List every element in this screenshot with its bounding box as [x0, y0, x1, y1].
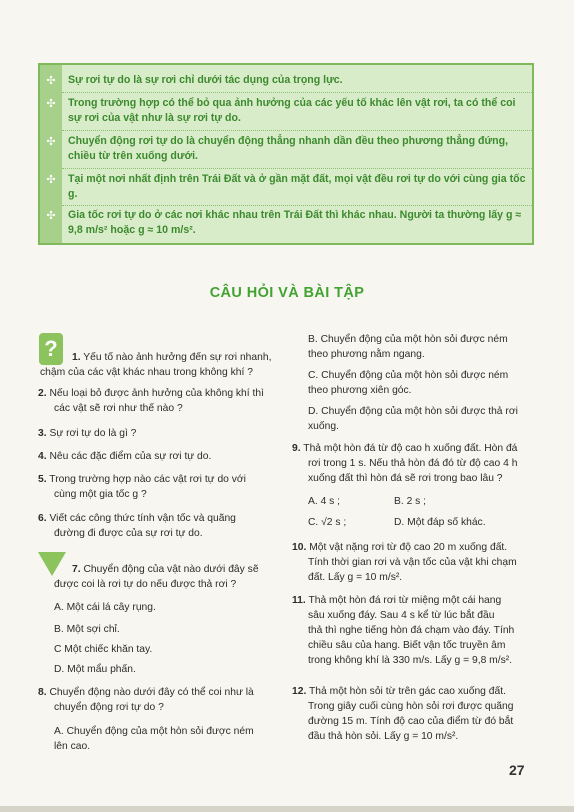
question-7: 7. Chuyển động của vật nào dưới đây sẽ: [72, 564, 259, 575]
question-9: 9. Thả một hòn đá từ độ cao h xuống đất. Hòn đá: [292, 443, 518, 454]
q8-option-a: A. Chuyển động của một hòn sỏi được ném: [54, 726, 254, 737]
page-bottom-edge: [0, 806, 574, 812]
question-5: 5. Trong trường hợp nào các vật rơi tự do với: [38, 474, 246, 485]
divider: [62, 168, 532, 169]
question-11-cont: thả thì nghe tiếng hòn đá chạm vào đáy. Tính: [308, 625, 515, 636]
q9-option-a: A. 4 s ;: [308, 496, 341, 507]
question-11: 11. Thả một hòn đá rơi từ miệng một cái hang: [292, 595, 502, 606]
q8-option-c: C. Chuyển động của một hòn sỏi được ném: [308, 370, 509, 381]
q9-option-b: B. 2 s ;: [394, 496, 427, 507]
question-11-cont: chiều sâu của hang. Biết vận tốc truyền âm: [308, 640, 506, 651]
q7-option-d: D. Một mẩu phấn.: [54, 664, 136, 675]
question-1: 1. Yếu tố nào ảnh hưởng đến sự rơi nhanh,: [72, 352, 272, 363]
triangle-marker-icon: [38, 552, 66, 576]
question-12-cont: đường 15 m. Tính độ cao của điểm từ đó bắt: [308, 716, 514, 727]
page-number: 27: [509, 762, 525, 778]
question-4: 4. Nêu các đặc điểm của sự rơi tự do.: [38, 451, 212, 462]
question-5-cont: cùng một gia tốc g ?: [54, 489, 147, 500]
flower-bullet-icon: ✣: [46, 210, 56, 222]
q7-option-c: C Một chiếc khăn tay.: [54, 644, 153, 655]
q8-option-d-cont: xuống.: [308, 421, 339, 432]
question-10-cont: đất. Lấy g = 10 m/s².: [308, 572, 403, 583]
divider: [62, 205, 532, 206]
summary-box: ✣ Sự rơi tự do là sự rơi chỉ dưới tác dụng của trọng lực. ✣ Trong trường hợp có thể bỏ qua ảnh hưởng của các yếu tố khác lên vật rơi, ta có thể coi sự rơi của vật như là sự rơi tự do. ✣ Chuyển động rơi tự do là chuyển động thẳng nhanh dần đều theo phương thẳng đứng, chiều từ trên xuống dưới. ✣ Tại một nơi nhất định trên Trái Đất và ở gần mặt đất, mọi vật đều rơi tự do với cùng gia tốc g. ✣ Gia tốc rơi tự do ở các nơi khác nhau trên Trái Đất thì khác nhau. Người ta thường lấy g ≈ 9,8 m/s² hoặc g ≈ 10 m/s².: [38, 63, 534, 245]
question-12-cont: đầu thả hòn sỏi. Lấy g = 10 m/s².: [308, 731, 459, 742]
section-heading: CÂU HỎI VÀ BÀI TẬP: [209, 285, 365, 301]
question-1-cont: chậm của các vật khác nhau trong không khí ?: [40, 367, 253, 378]
divider: [62, 92, 532, 93]
question-11-cont: sâu xuống đáy. Sau 4 s kể từ lúc bắt đầu: [308, 610, 495, 621]
question-9-cont: rơi trong 1 s. Nếu thả hòn đá đó từ độ cao 4 h: [308, 458, 518, 469]
flower-bullet-icon: ✣: [46, 98, 56, 110]
q9-option-d: D. Một đáp số khác.: [394, 517, 486, 528]
question-9-cont: xuống đất thì hòn đá sẽ rơi trong bao lâu ?: [308, 473, 503, 484]
q9-option-c: C. √2 s ;: [308, 517, 347, 528]
question-12: 12. Thả một hòn sỏi từ trên gác cao xuống đất.: [292, 686, 506, 697]
question-12-cont: Trong giây cuối cùng hòn sỏi rơi được quãng: [308, 701, 514, 712]
question-6-cont: đường đi được của sự rơi tự do.: [54, 528, 203, 539]
question-3: 3. Sự rơi tự do là gì ?: [38, 428, 137, 439]
q7-option-a: A. Một cái lá cây rụng.: [54, 602, 156, 613]
question-8: 8. Chuyển động nào dưới đây có thể coi như là: [38, 687, 254, 698]
question-2-cont: các vật sẽ rơi như thế nào ?: [54, 403, 183, 414]
question-2: 2. Nếu loại bỏ được ảnh hưởng của không khí thì: [38, 388, 264, 399]
divider: [62, 130, 532, 131]
q8-option-b: B. Chuyển động của một hòn sỏi được ném: [308, 334, 508, 345]
question-11-cont: trong không khí là 330 m/s. Lấy g = 9,8 m/s².: [308, 655, 513, 666]
q8-option-b-cont: theo phương nằm ngang.: [308, 349, 425, 360]
flower-bullet-icon: ✣: [46, 136, 56, 148]
q7-option-b: B. Một sợi chỉ.: [54, 624, 120, 635]
question-7-cont: được coi là rơi tự do nếu được thả rơi ?: [54, 579, 237, 590]
flower-bullet-icon: ✣: [46, 174, 56, 186]
question-8-cont: chuyển động rơi tự do ?: [54, 702, 164, 713]
flower-bullet-icon: ✣: [46, 75, 56, 87]
question-10: 10. Một vật nặng rơi từ độ cao 20 m xuống đất.: [292, 542, 508, 553]
question-mark-icon: ?: [39, 333, 63, 365]
question-10-cont: Tính thời gian rơi và vận tốc của vật khi chạm: [308, 557, 517, 568]
q8-option-d: D. Chuyển động của một hòn sỏi được thả rơi: [308, 406, 518, 417]
q8-option-a-cont: lên cao.: [54, 741, 91, 752]
q8-option-c-cont: theo phương xiên góc.: [308, 385, 412, 396]
question-6: 6. Viết các công thức tính vận tốc và quãng: [38, 513, 236, 524]
